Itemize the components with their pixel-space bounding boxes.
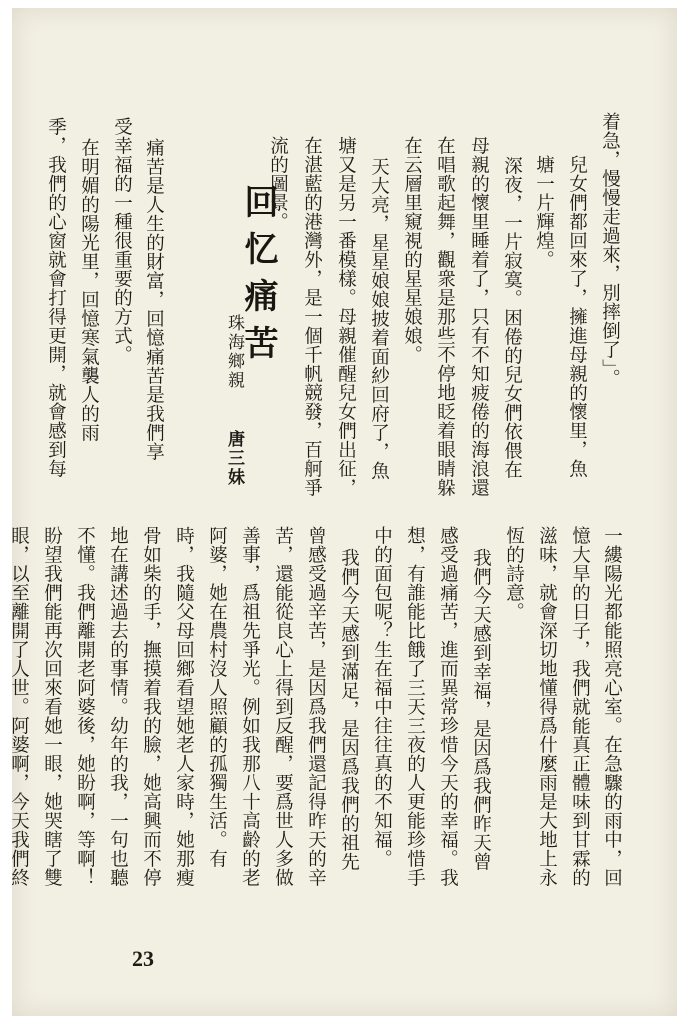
byline-location: 珠海鄉親 (224, 314, 244, 390)
text-column: 苦，還能從良心上得到反醒，要爲世人多做 (272, 526, 294, 887)
text-column: 盼望我們能再次回來看她一眼，她哭瞎了雙 (41, 526, 63, 887)
text-column: 憶大旱的日子，我們就能真正體味到甘霖的 (569, 526, 591, 887)
text-column: 眼，以至離開了人世。阿婆啊，今天我們終 (8, 526, 30, 887)
text-column: 在云層里窺視的星星娘娘。 (401, 136, 423, 364)
text-column: 塘一片輝煌。 (533, 155, 555, 269)
text-column: 深夜，一片寂寞。困倦的兒女們依偎在 (501, 156, 523, 479)
text-column: 在唱歌起舞，觀衆是那些不停地眨着眼睛躲 (434, 136, 456, 497)
text-column: 塘又是另一番模樣。母親催醒兒女們出征， (335, 136, 357, 497)
text-column: 季，我們的心窗就會打得更開，就會感到每 (45, 117, 67, 478)
text-column: 中的面包呢？生在福中往往真的不知福。 (371, 526, 393, 868)
text-column: 我們今天感到幸福，是因爲我們昨天曾 (470, 548, 492, 871)
text-column: 善事，爲祖先爭光。例如我那八十高齡的老 (239, 526, 261, 887)
text-column: 地在講述過去的事情。幼年的我，一句也聽 (107, 526, 129, 887)
text-column: 在明媚的陽光里，回憶寒氣襲人的雨 (78, 138, 100, 442)
text-column: 曾感受過辛苦，是因爲我們還記得昨天的辛 (305, 526, 327, 887)
article-title: 回忆痛苦 (238, 184, 278, 372)
text-column: 想，有誰能比餓了三天三夜的人更能珍惜手 (404, 526, 426, 887)
text-column: 我們今天感到滿足，是因爲我們的祖先 (338, 548, 360, 871)
text-column: 阿婆，她在農村沒人照顧的孤獨生活。有 (206, 526, 228, 868)
author-name: 唐三妹 (224, 430, 244, 487)
text-column: 骨如柴的手，撫摸着我的臉，她高興而不停 (140, 526, 162, 887)
text-column: 兒女們都回來了，擁進母親的懷里，魚 (566, 155, 588, 478)
text-column: 母親的懷里睡着了，只有不知疲倦的海浪還 (468, 136, 490, 497)
text-column: 在湛藍的港灣外，是一個千帆競發，百舸爭 (301, 136, 323, 497)
text-column: 受幸福的一種很重要的方式。 (111, 117, 133, 364)
text-column: 流的圖景。 (267, 136, 289, 231)
text-column: 時，我隨父母回鄉看望她老人家時，她那瘦 (173, 526, 195, 887)
magazine-page (8, 8, 677, 1016)
text-column: 着急，慢慢走過來，別摔倒了」。 (599, 112, 621, 388)
text-column: 恆的詩意。 (503, 526, 525, 621)
text-column: 一縷陽光都能照亮心室。在急驟的雨中，回 (601, 526, 623, 887)
text-column: 感受過痛苦，進而異常珍惜今天的幸福。我 (437, 526, 459, 887)
text-column: 不懂。我們離開老阿婆後，她盼啊，等啊！ (74, 526, 96, 887)
text-column: 天大亮，星星娘娘披着面紗回府了，魚 (368, 157, 390, 480)
article-byline (222, 314, 247, 487)
text-column: 滋味，就會深切地懂得爲什麼雨是大地上永 (536, 526, 558, 887)
page-number: 23 (132, 946, 154, 971)
text-column: 痛苦是人生的財富，回憶痛苦是我們享 (143, 138, 165, 461)
